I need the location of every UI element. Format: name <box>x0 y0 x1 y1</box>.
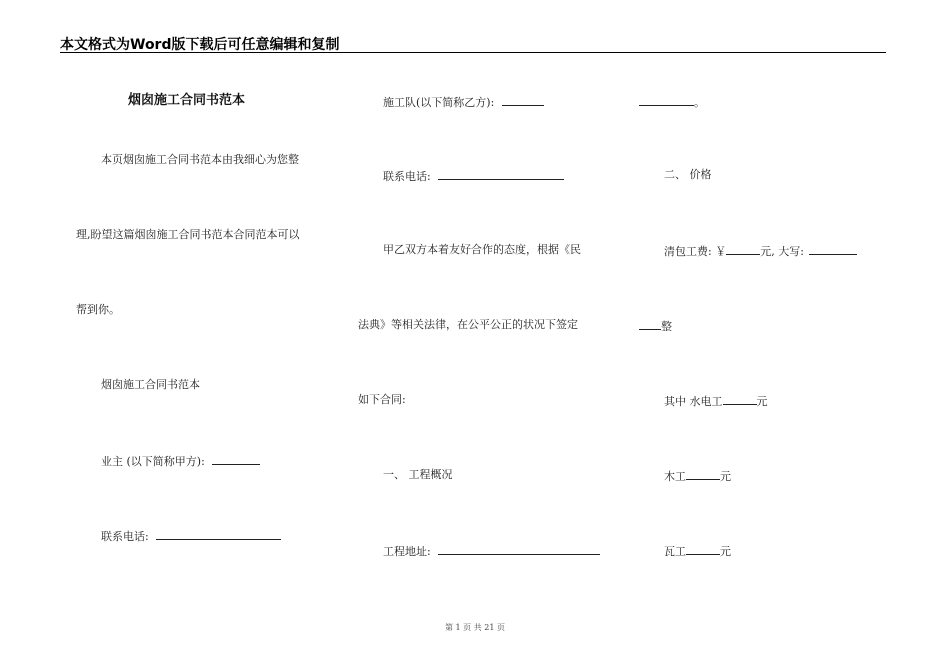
continued-blank <box>639 94 694 106</box>
address-line <box>383 543 600 559</box>
intro-line-2: 理,盼望这篇烟囱施工合同书范本合同范本可以 <box>76 228 300 241</box>
owner-phone-blank <box>156 528 281 540</box>
team-label: 施工队(以下简称乙方): <box>383 96 495 109</box>
whole-blank <box>639 318 661 330</box>
team-blank <box>502 94 544 106</box>
address-blank <box>438 543 600 555</box>
section-price: 二、 价格 <box>664 168 712 181</box>
carpenter-line <box>664 468 731 484</box>
intro-line-3: 帮到你。 <box>76 303 120 316</box>
agreement-line-2: 法典》等相关法律，在公平公正的状况下签定 <box>358 318 578 331</box>
mason-unit: 元 <box>720 545 731 558</box>
owner-phone-line <box>101 528 281 544</box>
address-label: 工程地址: <box>383 545 431 558</box>
section-project-overview: 一、 工程概况 <box>383 468 453 481</box>
team-line <box>383 94 544 110</box>
package-fee-uppercase-blank <box>809 243 857 255</box>
plumber-blank <box>723 393 757 405</box>
owner-phone-label: 联系电话: <box>101 530 149 543</box>
header-divider <box>60 52 886 53</box>
owner-line <box>101 453 260 469</box>
continued-line <box>639 94 705 110</box>
team-phone-label: 联系电话: <box>383 170 431 183</box>
team-phone-blank <box>438 168 564 180</box>
mason-label: 瓦工 <box>664 545 686 558</box>
team-phone-line <box>383 168 564 184</box>
owner-blank <box>212 453 260 465</box>
package-fee-uppercase-label: 元, 大写: <box>760 245 804 258</box>
owner-label: 业主 (以下简称甲方): <box>101 455 205 468</box>
mason-line <box>664 543 731 559</box>
continued-end: 。 <box>694 96 705 109</box>
plumber-line <box>664 393 768 409</box>
carpenter-blank <box>686 468 720 480</box>
mason-blank <box>686 543 720 555</box>
contract-subtitle: 烟囱施工合同书范本 <box>101 378 200 391</box>
plumber-unit: 元 <box>756 395 768 408</box>
intro-line-1: 本页烟囱施工合同书范本由我细心为您整 <box>101 153 299 166</box>
package-fee-line <box>664 243 857 259</box>
whole-line <box>639 318 672 334</box>
page-footer: 第 1 页 共 21 页 <box>445 623 505 632</box>
whole-text: 整 <box>661 320 672 333</box>
agreement-line-3: 如下合同: <box>358 393 406 406</box>
document-header: 本文格式为Word版下载后可任意编辑和复制 <box>60 37 340 53</box>
carpenter-label: 木工 <box>664 470 686 483</box>
package-fee-amount-blank <box>726 243 760 255</box>
agreement-line-1: 甲乙双方本着友好合作的态度，根据《民 <box>383 243 581 256</box>
carpenter-unit: 元 <box>720 470 731 483</box>
package-fee-label: 清包工费: ￥ <box>664 245 727 258</box>
plumber-label: 其中 水电工 <box>664 395 723 408</box>
document-title: 烟囱施工合同书范本 <box>128 93 246 108</box>
